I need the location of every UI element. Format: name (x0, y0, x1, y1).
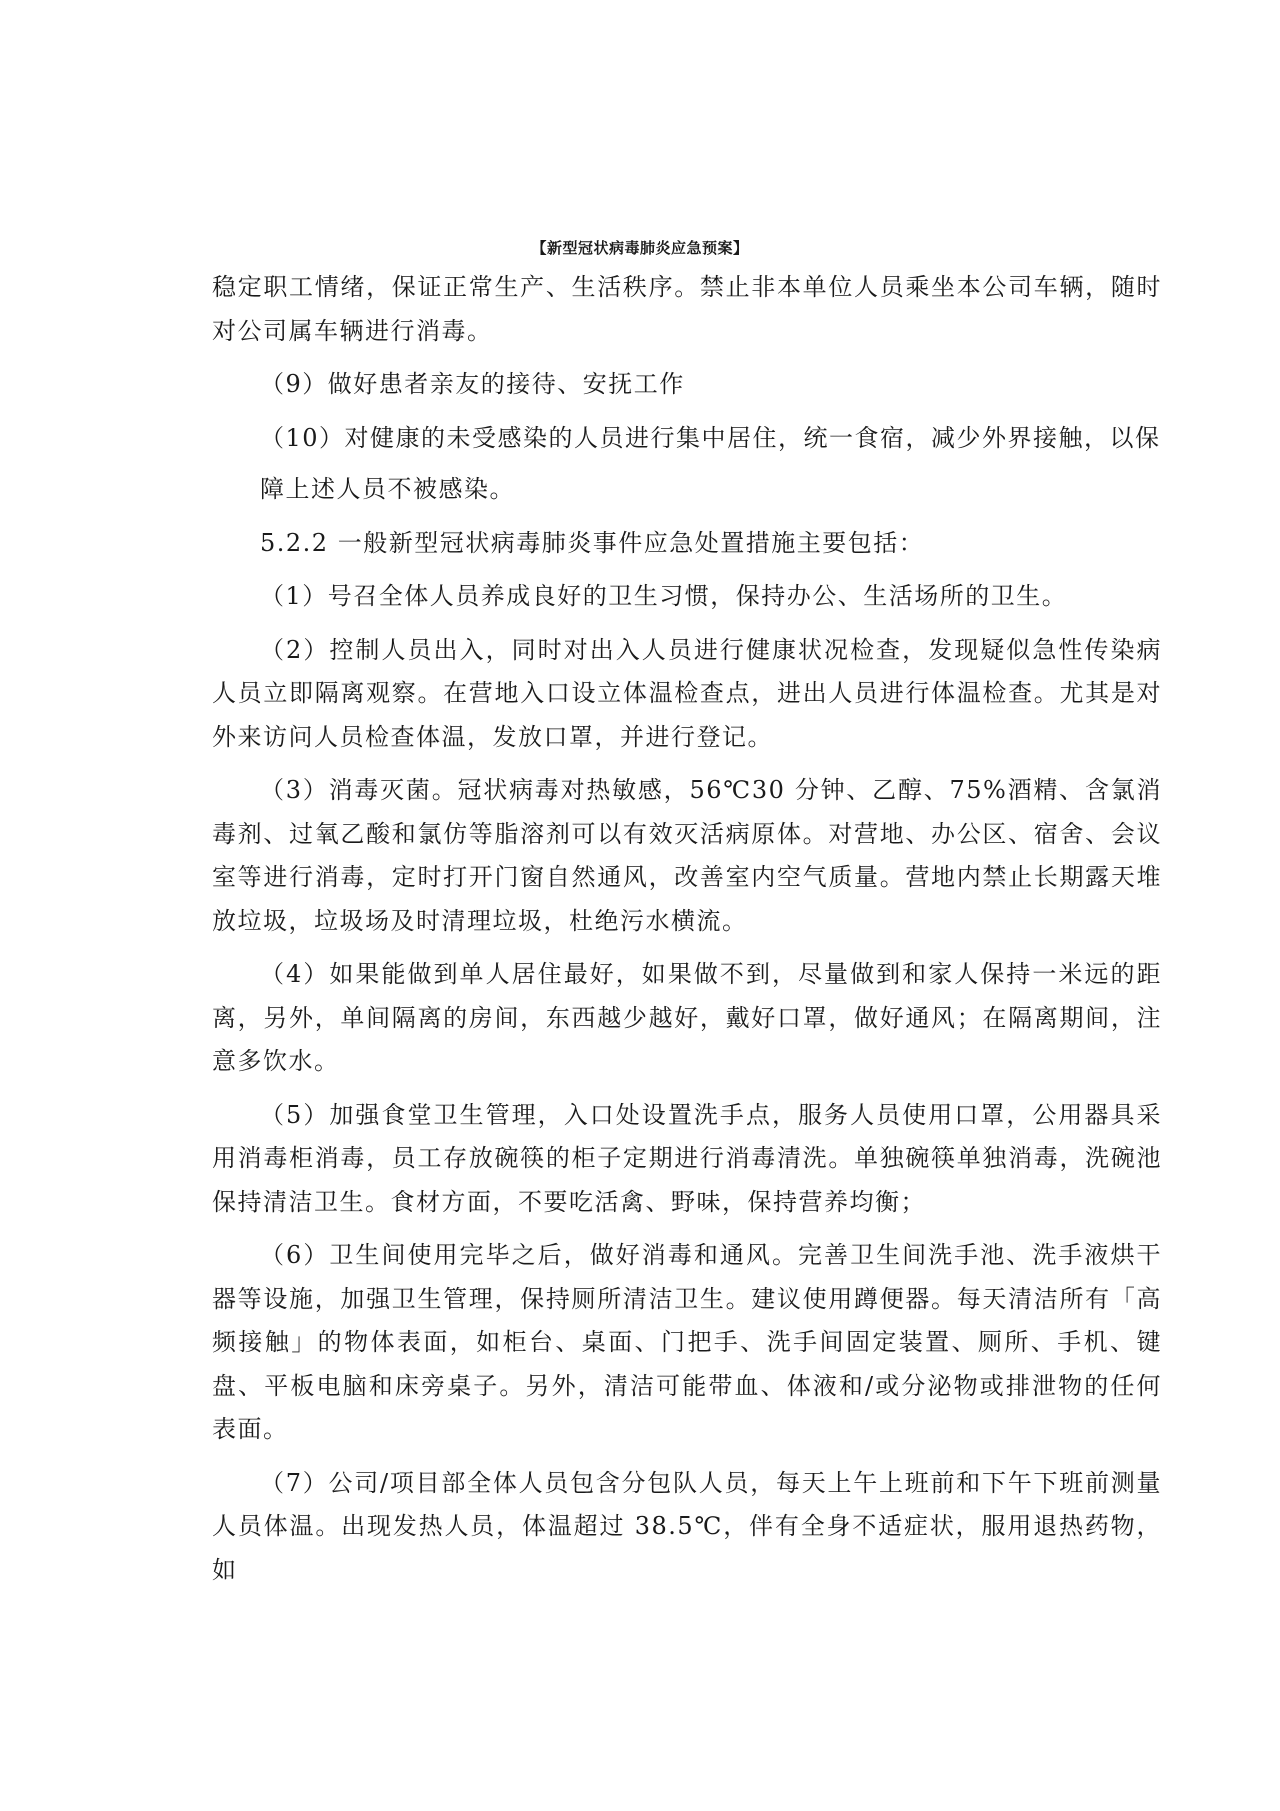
paragraph-measure-6: （6）卫生间使用完毕之后，做好消毒和通风。完善卫生间洗手池、洗手液烘干器等设施，加强卫生管理，保持厕所清洁卫生。建议使用蹲便器。每天清洁所有「高频接触」的物体表面，如柜台、桌面、门把手、洗手间固定装置、厕所、手机、键盘、平板电脑和床旁桌子。另外，清洁可能带血、体液和/或分泌物或排泄物的任何表面。 (212, 1241, 1162, 1443)
paragraph-continuation: 稳定职工情绪，保证正常生产、生活秩序。禁止非本单位人员乘坐本公司车辆，随时对公司属车辆进行消毒。 (212, 273, 1162, 345)
paragraph-item-9: （9）做好患者亲友的接待、安抚工作 (260, 370, 685, 398)
paragraph-item-10: （10）对健康的未受感染的人员进行集中居住，统一食宿，减少外界接触，以保 (260, 423, 1161, 452)
paragraph-measure-5: （5）加强食堂卫生管理，入口处设置洗手点，服务人员使用口罩，公用器具采用消毒柜消毒，员工存放碗筷的柜子定期进行消毒清洗。单独碗筷单独消毒，洗碗池保持清洁卫生。食材方面，不要吃活禽、野味，保持营养均衡； (212, 1100, 1162, 1216)
page-header: 【新型冠状病毒肺炎应急预案】 (531, 239, 749, 257)
paragraph-measure-4: （4）如果能做到单人居住最好，如果做不到，尽量做到和家人保持一米远的距离，另外，单间隔离的房间，东西越少越好，戴好口罩，做好通风；在隔离期间，注意多饮水。 (212, 960, 1162, 1075)
paragraph-measure-3: （3）消毒灭菌。冠状病毒对热敏感，56℃30 分钟、乙醇、75%酒精、含氯消毒剂、过氧乙酸和氯仿等脂溶剂可以有效灭活病原体。对营地、办公区、宿舍、会议室等进行消毒，定时打开门窗自然通风，改善室内空气质量。营地内禁止长期露天堆放垃圾，垃圾场及时清理垃圾，杜绝污水横流。 (212, 776, 1162, 935)
paragraph-measure-1: （1）号召全体人员养成良好的卫生习惯，保持办公、生活场所的卫生。 (260, 582, 1068, 610)
section-heading-5-2-2: 5.2.2 一般新型冠状病毒肺炎事件应急处置措施主要包括： (260, 528, 925, 557)
document-body (212, 266, 1162, 1602)
paragraph-item-10-continued: 障上述人员不被感染。 (260, 475, 515, 503)
paragraph-measure-2: （2）控制人员出入，同时对出入人员进行健康状况检查，发现疑似急性传染病人员立即隔离观察。在营地入口设立体温检查点，进出人员进行体温检查。尤其是对外来访问人员检查体温，发放口罩，并进行登记。 (212, 635, 1162, 751)
paragraph-measure-7: （7）公司/项目部全体人员包含分包队人员，每天上午上班前和下午下班前测量人员体温。出现发热人员，体温超过 38.5℃，伴有全身不适症状，服用退热药物，如 (212, 1468, 1162, 1584)
